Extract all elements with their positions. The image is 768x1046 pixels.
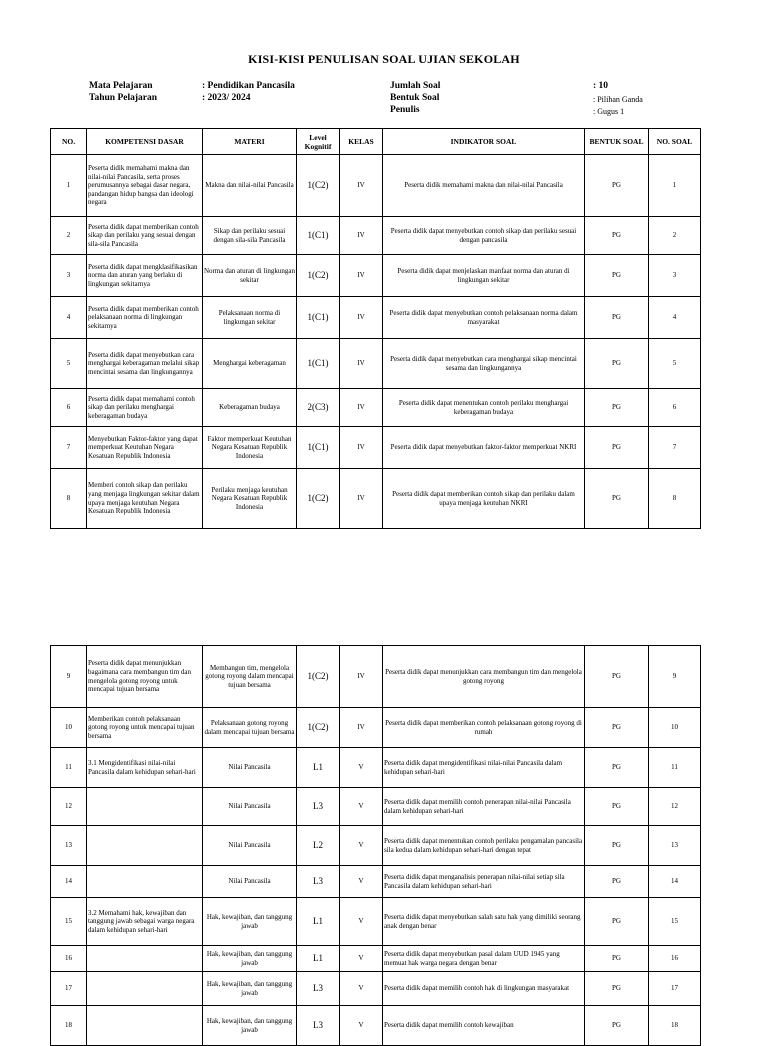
cell-kompetensi-dasar — [87, 866, 203, 898]
cell-indikator-soal: Peserta didik dapat menentukan contoh perilaku menghargai keberagaman budaya — [383, 389, 585, 427]
cell-kelas: V — [340, 972, 383, 1006]
cell-bentuk-soal: PG — [585, 946, 649, 972]
cell-kelas: V — [340, 898, 383, 946]
cell-kompetensi-dasar: Memberikan contoh pelaksanaan gotong royong untuk mencapai tujuan bersama — [87, 708, 203, 748]
cell-bentuk-soal: PG — [585, 255, 649, 297]
label-penulis: Penulis — [390, 105, 420, 115]
cell-indikator-soal: Peserta didik dapat menyebutkan contoh pelaksanaan norma dalam masyarakat — [383, 297, 585, 339]
cell-no-soal: 18 — [649, 1006, 701, 1046]
table-row — [51, 389, 701, 427]
cell-level-kognitif: 1(C2) — [297, 708, 340, 748]
kisi-table-page1 — [50, 128, 701, 529]
cell-kelas: IV — [340, 646, 383, 708]
header-level-kognitif: Level Kognitif — [297, 129, 340, 155]
cell-materi: Hak, kewajiban, dan tanggung jawab — [203, 898, 297, 946]
cell-level-kognitif: 1(C2) — [297, 155, 340, 217]
cell-level-kognitif: L2 — [297, 826, 340, 866]
cell-indikator-soal: Peserta didik dapat menyebutkan contoh sikap dan perilaku sesuai dengan pancasila — [383, 217, 585, 255]
cell-kelas: IV — [340, 469, 383, 529]
cell-materi: Nilai Pancasila — [203, 826, 297, 866]
table-body-page1 — [51, 155, 701, 529]
table-row — [51, 646, 701, 708]
cell-kompetensi-dasar — [87, 972, 203, 1006]
cell-kompetensi-dasar: Memberi contoh sikap dan perilaku yang menjaga lingkungan sekitar dalam upaya menjaga keutuhan Negara Kesatuan Republik Indonesia — [87, 469, 203, 529]
cell-no-soal: 11 — [649, 748, 701, 788]
cell-bentuk-soal: PG — [585, 155, 649, 217]
table-row — [51, 708, 701, 748]
cell-bentuk-soal: PG — [585, 297, 649, 339]
cell-kompetensi-dasar: Peserta didik dapat menunjukkan bagaimana cara membangun tim dan mengelola gotong royong untuk mencapai tujuan bersama — [87, 646, 203, 708]
cell-kompetensi-dasar — [87, 826, 203, 866]
cell-materi: Pelaksanaan gotong royong dalam mencapai tujuan bersama — [203, 708, 297, 748]
cell-no-soal: 8 — [649, 469, 701, 529]
cell-indikator-soal: Peserta didik dapat memberikan contoh pelaksanaan gotong royong di rumah — [383, 708, 585, 748]
cell-bentuk-soal: PG — [585, 469, 649, 529]
header-kelas: KELAS — [340, 129, 383, 155]
cell-level-kognitif: L3 — [297, 972, 340, 1006]
cell-kelas: IV — [340, 297, 383, 339]
cell-no-soal: 1 — [649, 155, 701, 217]
cell-no-soal: 14 — [649, 866, 701, 898]
cell-no: 9 — [51, 646, 87, 708]
cell-no: 6 — [51, 389, 87, 427]
header-no: NO. — [51, 129, 87, 155]
header-bentuk-soal: BENTUK SOAL — [585, 129, 649, 155]
cell-kompetensi-dasar: Peserta didik dapat memberikan contoh pelaksanaan norma di lingkungan sekitarnya — [87, 297, 203, 339]
value-jumlah-soal: : 10 — [593, 81, 609, 91]
cell-indikator-soal: Peserta didik dapat menjelaskan manfaat norma dan aturan di lingkungan sekitar — [383, 255, 585, 297]
cell-kompetensi-dasar: Peserta didik dapat memahami contoh sikap dan perilaku menghargai keberagaman budaya — [87, 389, 203, 427]
cell-no: 15 — [51, 898, 87, 946]
cell-no-soal: 3 — [649, 255, 701, 297]
cell-level-kognitif: L3 — [297, 1006, 340, 1046]
cell-kompetensi-dasar: Peserta didik memahami makna dan nilai-nilai Pancasila, serta proses perumusannya sebagai dasar negara, pandangan hidup bangsa dan ideologi negara — [87, 155, 203, 217]
cell-materi: Perilaku menjaga keutuhan Negara Kesatuan Republik Indonesia — [203, 469, 297, 529]
label-mata-pelajaran: Mata Pelajaran — [89, 81, 153, 91]
cell-materi: Makna dan nilai-nilai Pancasila — [203, 155, 297, 217]
cell-indikator-soal: Peserta didik dapat memberikan contoh sikap dan perilaku dalam upaya menjaga keutuhan NKRI — [383, 469, 585, 529]
table-row — [51, 946, 701, 972]
cell-kompetensi-dasar: 3.1 Mengidentifikasi nilai-nilai Pancasila dalam kehidupan sehari-hari — [87, 748, 203, 788]
cell-indikator-soal: Peserta didik dapat menentukan contoh perilaku pengamalan pancasila sila kedua dalam kehidupan sehari-hari dengan tepat — [383, 826, 585, 866]
cell-no-soal: 15 — [649, 898, 701, 946]
cell-bentuk-soal: PG — [585, 826, 649, 866]
cell-indikator-soal: Peserta didik dapat memilih contoh penerapan nilai-nilai Pancasila dalam kehidupan sehari-hari — [383, 788, 585, 826]
cell-kelas: IV — [340, 155, 383, 217]
cell-materi: Keberagaman budaya — [203, 389, 297, 427]
cell-level-kognitif: 1(C1) — [297, 217, 340, 255]
cell-kelas: V — [340, 826, 383, 866]
cell-bentuk-soal: PG — [585, 708, 649, 748]
header-indikator-soal: INDIKATOR SOAL — [383, 129, 585, 155]
cell-no-soal: 5 — [649, 339, 701, 389]
cell-no: 4 — [51, 297, 87, 339]
cell-no-soal: 6 — [649, 389, 701, 427]
table-row — [51, 427, 701, 469]
cell-indikator-soal: Peserta didik dapat menyebutkan pasal dalam UUD 1945 yang memuat hak warga negara dengan benar — [383, 946, 585, 972]
cell-materi: Nilai Pancasila — [203, 748, 297, 788]
value-bentuk-soal: : Pilihan Ganda — [593, 95, 643, 104]
cell-indikator-soal: Peserta didik dapat menyebutkan salah satu hak yang dimiliki seorang anak dengan benar — [383, 898, 585, 946]
cell-materi: Nilai Pancasila — [203, 788, 297, 826]
table-row — [51, 339, 701, 389]
cell-no: 14 — [51, 866, 87, 898]
cell-materi: Hak, kewajiban, dan tanggung jawab — [203, 946, 297, 972]
cell-no: 10 — [51, 708, 87, 748]
value-penulis: : Gugus 1 — [593, 107, 625, 116]
cell-kompetensi-dasar: 3.2 Memahami hak, kewajiban dan tanggung jawab sebagai warga negara dalam kehidupan sehari-hari — [87, 898, 203, 946]
label-jumlah-soal: Jumlah Soal — [390, 81, 441, 91]
cell-no: 12 — [51, 788, 87, 826]
cell-level-kognitif: 1(C1) — [297, 297, 340, 339]
cell-materi: Hak, kewajiban, dan tanggung jawab — [203, 1006, 297, 1046]
cell-no: 13 — [51, 826, 87, 866]
cell-materi: Hak, kewajiban, dan tanggung jawab — [203, 972, 297, 1006]
cell-materi: Membangun tim, mengelola gotong royong dalam mencapai tujuan bersama — [203, 646, 297, 708]
cell-bentuk-soal: PG — [585, 646, 649, 708]
table-body-page2 — [51, 646, 701, 1046]
table-row — [51, 1006, 701, 1046]
cell-kompetensi-dasar: Menyebutkan Faktor-faktor yang dapat memperkuat Keutuhan Negara Kesatuan Republik Indonesia — [87, 427, 203, 469]
cell-indikator-soal: Peserta didik dapat memilih contoh kewajiban — [383, 1006, 585, 1046]
cell-bentuk-soal: PG — [585, 339, 649, 389]
cell-bentuk-soal: PG — [585, 389, 649, 427]
table-header-row — [51, 129, 701, 155]
table-row — [51, 826, 701, 866]
cell-level-kognitif: 1(C2) — [297, 469, 340, 529]
cell-kompetensi-dasar — [87, 1006, 203, 1046]
cell-kompetensi-dasar: Peserta didik dapat mengklasifikasikan norma dan aturan yang berlaku di lingkungan sekitarnya — [87, 255, 203, 297]
cell-kelas: V — [340, 788, 383, 826]
table-row — [51, 788, 701, 826]
cell-kelas: V — [340, 946, 383, 972]
cell-bentuk-soal: PG — [585, 217, 649, 255]
cell-no-soal: 10 — [649, 708, 701, 748]
cell-kompetensi-dasar — [87, 788, 203, 826]
header-no-soal: NO. SOAL — [649, 129, 701, 155]
table-row — [51, 155, 701, 217]
cell-kelas: IV — [340, 427, 383, 469]
cell-kompetensi-dasar: Peserta didik dapat memberikan contoh sikap dan perilaku yang sesuai dengan sila-sila Pancasila — [87, 217, 203, 255]
cell-materi: Sikap dan perilaku sesuai dengan sila-sila Pancasila — [203, 217, 297, 255]
cell-level-kognitif: L1 — [297, 748, 340, 788]
cell-bentuk-soal: PG — [585, 972, 649, 1006]
table-row — [51, 255, 701, 297]
cell-materi: Norma dan aturan di lingkungan sekitar — [203, 255, 297, 297]
cell-level-kognitif: 1(C1) — [297, 427, 340, 469]
value-mata-pelajaran: : Pendidikan Pancasila — [202, 81, 295, 91]
cell-no-soal: 12 — [649, 788, 701, 826]
table-row — [51, 866, 701, 898]
cell-no: 11 — [51, 748, 87, 788]
cell-materi: Menghargai keberagaman — [203, 339, 297, 389]
cell-kompetensi-dasar: Peserta didik dapat menyebutkan cara menghargai keberagaman melalui sikap mencintai sesama dan lingkungannya — [87, 339, 203, 389]
cell-bentuk-soal: PG — [585, 1006, 649, 1046]
document-title: KISI-KISI PENULISAN SOAL UJIAN SEKOLAH — [248, 52, 520, 66]
cell-kelas: IV — [340, 217, 383, 255]
cell-level-kognitif: L3 — [297, 866, 340, 898]
cell-no-soal: 4 — [649, 297, 701, 339]
cell-kelas: IV — [340, 339, 383, 389]
cell-kelas: V — [340, 866, 383, 898]
cell-level-kognitif: 1(C2) — [297, 255, 340, 297]
cell-indikator-soal: Peserta didik dapat menganalisis penerapan nilai-nilai setiap sila Pancasila dalam kehidupan sehari-hari — [383, 866, 585, 898]
cell-indikator-soal: Peserta didik dapat menyebutkan cara menghargai sikap mencintai sesama dan lingkungannya — [383, 339, 585, 389]
cell-no-soal: 7 — [649, 427, 701, 469]
cell-no-soal: 16 — [649, 946, 701, 972]
cell-level-kognitif: 2(C3) — [297, 389, 340, 427]
cell-indikator-soal: Peserta didik dapat mengidentifikasi nilai-nilai Pancasila dalam kehidupan sehari-hari — [383, 748, 585, 788]
table-row — [51, 972, 701, 1006]
cell-kelas: IV — [340, 255, 383, 297]
cell-level-kognitif: L1 — [297, 898, 340, 946]
cell-kelas: V — [340, 748, 383, 788]
cell-bentuk-soal: PG — [585, 866, 649, 898]
cell-no: 3 — [51, 255, 87, 297]
cell-bentuk-soal: PG — [585, 788, 649, 826]
cell-materi: Faktor memperkuat Keutuhan Negara Kesatuan Republik Indonesia — [203, 427, 297, 469]
cell-level-kognitif: 1(C2) — [297, 646, 340, 708]
table-row — [51, 217, 701, 255]
header-kompetensi-dasar: KOMPETENSI DASAR — [87, 129, 203, 155]
table-row — [51, 748, 701, 788]
cell-no-soal: 9 — [649, 646, 701, 708]
cell-no-soal: 13 — [649, 826, 701, 866]
cell-no: 18 — [51, 1006, 87, 1046]
cell-no: 17 — [51, 972, 87, 1006]
cell-level-kognitif: 1(C1) — [297, 339, 340, 389]
cell-bentuk-soal: PG — [585, 427, 649, 469]
cell-level-kognitif: L3 — [297, 788, 340, 826]
label-bentuk-soal: Bentuk Soal — [390, 93, 440, 103]
header-materi: MATERI — [203, 129, 297, 155]
table-row — [51, 898, 701, 946]
cell-materi: Nilai Pancasila — [203, 866, 297, 898]
value-tahun-pelajaran: : 2023/ 2024 — [202, 93, 251, 103]
cell-bentuk-soal: PG — [585, 748, 649, 788]
label-tahun-pelajaran: Tahun Pelajaran — [89, 93, 158, 103]
cell-no-soal: 2 — [649, 217, 701, 255]
cell-indikator-soal: Peserta didik dapat memilih contoh hak di lingkungan masyarakat — [383, 972, 585, 1006]
cell-kelas: IV — [340, 389, 383, 427]
cell-level-kognitif: L1 — [297, 946, 340, 972]
cell-kelas: V — [340, 1006, 383, 1046]
table-row — [51, 297, 701, 339]
cell-no: 8 — [51, 469, 87, 529]
cell-kelas: IV — [340, 708, 383, 748]
cell-no: 16 — [51, 946, 87, 972]
cell-kompetensi-dasar — [87, 946, 203, 972]
kisi-table-page2 — [50, 645, 701, 1046]
cell-indikator-soal: Peserta didik memahami makna dan nilai-nilai Pancasila — [383, 155, 585, 217]
cell-no: 7 — [51, 427, 87, 469]
cell-no: 5 — [51, 339, 87, 389]
table-row — [51, 469, 701, 529]
cell-bentuk-soal: PG — [585, 898, 649, 946]
cell-no: 1 — [51, 155, 87, 217]
cell-indikator-soal: Peserta didik dapat menunjukkan cara membangun tim dan mengelola gotong royong — [383, 646, 585, 708]
cell-no-soal: 17 — [649, 972, 701, 1006]
cell-indikator-soal: Peserta didik dapat menyebutkan faktor-faktor memperkuat NKRI — [383, 427, 585, 469]
cell-no: 2 — [51, 217, 87, 255]
cell-materi: Pelaksanaan norma di lingkungan sekitar — [203, 297, 297, 339]
